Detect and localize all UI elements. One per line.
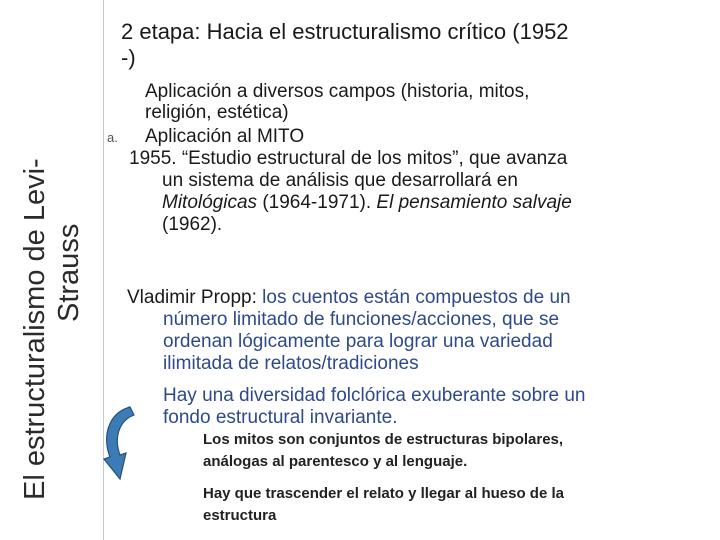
paragraph2-line1 xyxy=(127,287,571,308)
sidebar-title-line1: El estructuralismo de Levi- xyxy=(19,158,51,500)
list-item-2: Aplicación al MITO xyxy=(145,126,305,147)
mitologicas-title: Mitológicas xyxy=(162,192,258,213)
heading-line2: -) xyxy=(121,45,136,70)
note1-line1: Los mitos son conjuntos de estructuras bipolares, xyxy=(203,431,564,448)
curved-arrow-icon xyxy=(96,403,158,485)
sidebar-title-line2: Strauss xyxy=(53,223,85,322)
paragraph2-line2: número limitado de funciones/acciones, que se xyxy=(163,309,560,330)
note2-line1: Hay que trascender el relato y llegar al hueso de la xyxy=(203,485,564,502)
paragraph2-line5: Hay una diversidad folclórica exuberante sobre un xyxy=(163,385,586,406)
propp-thesis: los cuentos están compuestos de un xyxy=(262,287,571,308)
propp-name: Vladimir Propp: xyxy=(127,287,263,308)
list-item-1-line1: Aplicación a diversos campos (historia, mitos, xyxy=(145,81,530,102)
paragraph1-line2: un sistema de análisis que desarrollará en xyxy=(162,170,518,191)
paragraph1-line4: (1962). xyxy=(162,214,223,235)
sidebar-title xyxy=(18,60,86,500)
paragraph1-line3-dates: (1964-1971). xyxy=(257,192,377,213)
paragraph2-line4: ilimitada de relatos/tradiciones xyxy=(163,353,419,374)
note1-line2: análogas al parentesco y al lenguaje. xyxy=(203,453,468,470)
paragraph1-line1: 1955. “Estudio estructural de los mitos”, que avanza xyxy=(129,148,568,169)
paragraph2-line3: ordenan lógicamente para lograr una variedad xyxy=(163,331,553,352)
list-item-1-line2: religión, estética) xyxy=(145,102,289,123)
paragraph1-line3 xyxy=(162,192,572,213)
list-marker-a: a. xyxy=(107,130,118,145)
note2-line2: estructura xyxy=(203,507,277,524)
pensamiento-title: El pensamiento salvaje xyxy=(376,192,572,213)
paragraph2-line6: fondo estructural invariante. xyxy=(163,407,398,428)
heading-line1: 2 etapa: Hacia el estructuralismo crítico (1952 xyxy=(121,19,569,44)
